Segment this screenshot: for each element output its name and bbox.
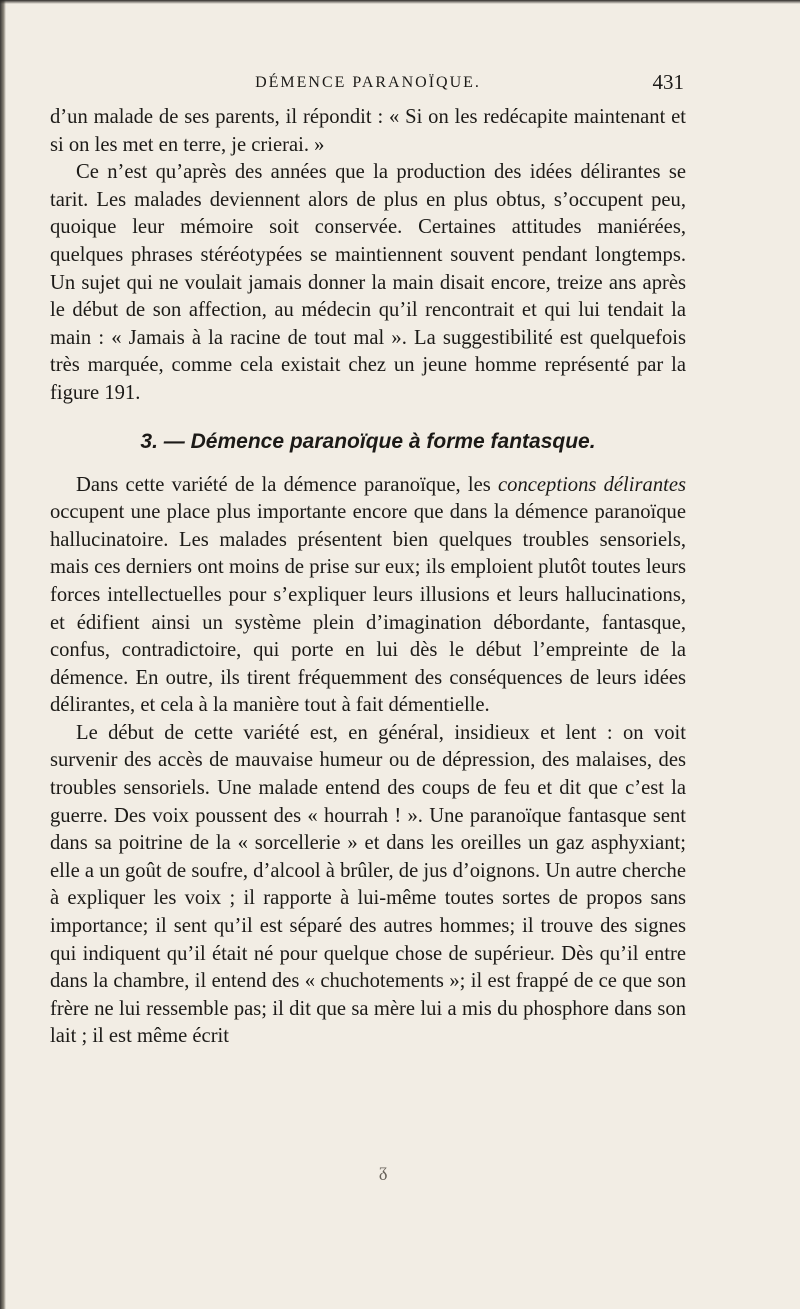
paragraph-continuation: d’un malade de ses parents, il répondit : « Si on les redécapite maintenant et si on les met en terre, je crierai. »	[50, 106, 686, 156]
emphasis-conceptions-delirantes: conceptions délirantes	[498, 473, 686, 496]
book-page	[50, 70, 686, 1051]
running-head	[50, 70, 686, 104]
paragraph-start: Dans cette variété de la démence paranoïque, les	[76, 473, 491, 496]
page-top-shadow	[0, 0, 800, 4]
section-heading	[50, 430, 686, 454]
running-title: DÉMENCE PARANOÏQUE.	[255, 74, 481, 91]
paragraph-debut-variete: Le début de cette variété est, en général, insidieux et lent : on voit survenir des accès de mauvaise humeur ou de dépression, des malaises, des troubles sensoriels. Une malade entend des coups de feu et dit que c’est la guerre. Des voix poussent des « hourrah ! ». Une paranoïque fantasque sent dans sa poitrine de la « sorcellerie » et dans les oreilles un gaz asphyxiant; elle a un goût de soufre, d’alcool à brûler, de jus d’oignons. Un autre cherche à expliquer les voix ; il rapporte à lui-même toutes sortes de propos sans importance; il sent qu’il est séparé des autres hommes; il trouve des signes qui indiquent qu’il était né pour quelque chose de supérieur. Dès qu’il entre dans la chambre, il entend des « chuchotements »; il est frappé de ce que son frère ne lui ressemble pas; il dit que sa mère lui a mis du phosphore dans son lait ; il est même écrit	[50, 721, 686, 1048]
paragraph-idees-delirantes: Ce n’est qu’après des années que la production des idées délirantes se tarit. Les malades deviennent alors de plus en plus obtus, s’occupent peu, quoique leur mémoire soit conservée. Certaines attitudes maniérées, quelques phrases stéréotypées se maintiennent souvent pendant longtemps. Un sujet qui ne voulait jamais donner la main disait encore, treize ans après le début de son affection, au médecin qu’il rencontrait et qui lui tendait la main : « Jamais à la racine de tout mal ». La suggestibilité est quelquefois très marquée, comme cela existait chez un jeune homme représenté par la figure 191.	[50, 161, 686, 404]
page-binding-shadow	[0, 0, 6, 1309]
signature-mark: ᵹ	[379, 1160, 388, 1180]
paragraph-rest: occupent une place plus importante encore que dans la démence paranoïque hallucinatoire. Les malades présentent bien quelques troubles sensoriels, mais ces derniers ont moins de prise sur eux; ils emploient plutôt toutes leurs forces intellectuelles pour s’expliquer leurs illusions et leurs hallucinations, et édifient ainsi un système plein d’imagination débordante, fantasque, confus, contradictoire, qui porte en lui dès le début l’empreinte de la démence. En outre, ils tirent fréquemment des conséquences de leurs idées délirantes, et cela à la manière tout à fait démentielle.	[50, 501, 686, 717]
section-name: Démence paranoïque à forme fantasque.	[190, 429, 596, 453]
paragraph-forme-fantasque	[50, 472, 686, 720]
section-number: 3. —	[140, 429, 185, 453]
page-number: 431	[652, 70, 684, 94]
